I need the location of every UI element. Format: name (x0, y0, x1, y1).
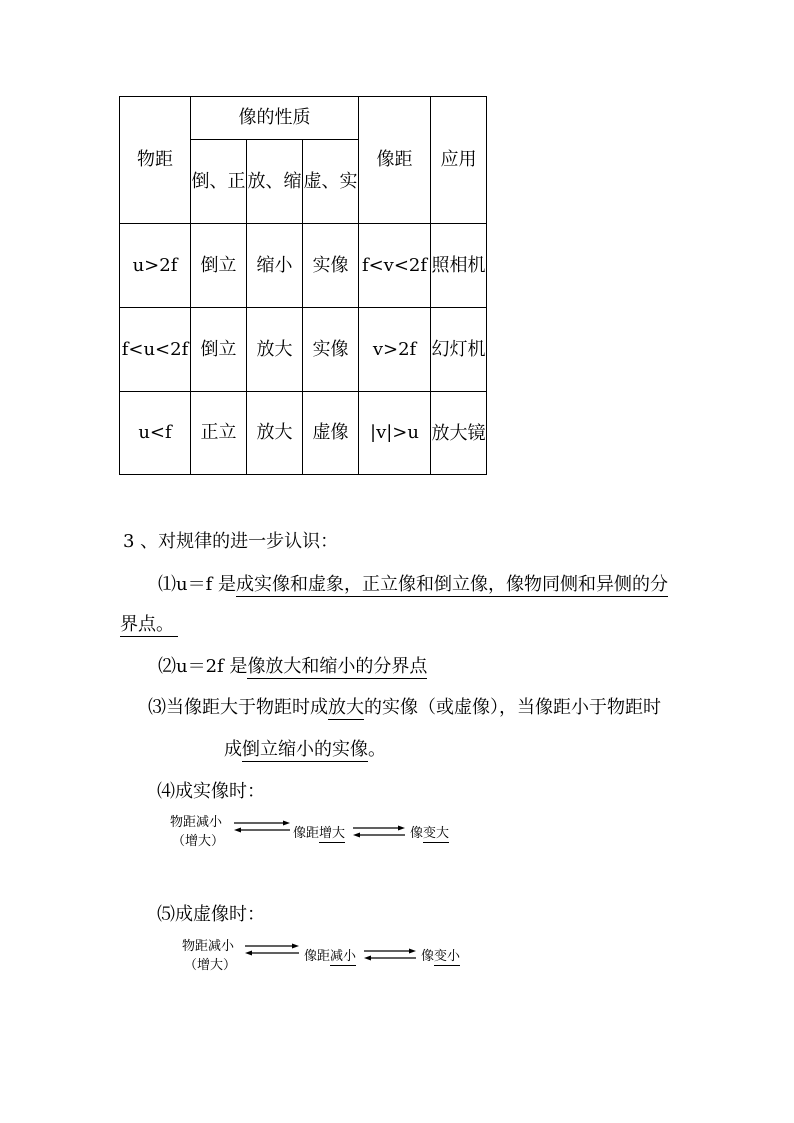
cell-orientation: 正立 (191, 392, 247, 475)
real-obj-label-2: （增大） (172, 834, 225, 849)
cell-application: 放大镜 (431, 392, 487, 475)
header-object-distance: 物距 (120, 97, 191, 224)
cell-u: u<f (120, 392, 191, 475)
virtual-image-size (421, 945, 460, 964)
rule-3-prefix: ⑶当像距大于物距时成 (148, 697, 328, 718)
virtual-image-distance (304, 945, 356, 964)
cell-orientation: 倒立 (191, 308, 247, 392)
cell-application: 幻灯机 (431, 308, 487, 392)
table-row (120, 308, 487, 392)
real-img-underlined: 变大 (423, 826, 450, 841)
header-application: 应用 (431, 97, 487, 224)
cell-orientation: 倒立 (191, 224, 247, 308)
cell-type: 实像 (303, 308, 359, 392)
cell-u: f<u<2f (120, 308, 191, 392)
table-row (120, 224, 487, 308)
real-obj-label-1: 物距减小 (170, 815, 223, 830)
virtual-img-prefix: 像 (421, 949, 435, 964)
header-image-distance: 像距 (359, 97, 431, 224)
cell-v: |v|>u (359, 392, 431, 475)
rule-3-underlined-1: 放大 (328, 697, 364, 718)
header-inverted-upright: 倒、正 (191, 140, 247, 224)
section-heading: 3 、对规律的进一步认识： (123, 531, 339, 552)
virtual-img-underlined: 变小 (434, 949, 461, 964)
real-arrows-2-icon (353, 825, 405, 839)
rule-3-line2-prefix: 成 (224, 739, 242, 760)
rule-3-underlined-2: 倒立缩小的实像 (242, 739, 368, 760)
virtual-dist-underlined: 减小 (330, 949, 357, 964)
real-dist-prefix: 像距 (293, 826, 320, 841)
virtual-obj-label-1: 物距减小 (182, 939, 235, 954)
rule-3-mid: 的实像（或虚像），当像距小于物距时 (364, 697, 661, 718)
cell-application: 照相机 (431, 224, 487, 308)
rule-1-prefix: ⑴u＝f 是 (158, 574, 236, 595)
real-image-size (410, 822, 449, 841)
rule-2-underlined: 像放大和缩小的分界点 (247, 656, 428, 677)
rule-1-underlined-a: 成实像和虚象，正立像和倒立像，像物同侧和异侧的分 (235, 574, 668, 595)
table-row (120, 392, 487, 475)
rule-1-underlined-b: 界点。 (120, 614, 178, 637)
cell-v: v>2f (359, 308, 431, 392)
header-image-nature: 像的性质 (191, 97, 359, 140)
rule-1-line-1 (158, 570, 668, 596)
cell-size: 放大 (247, 308, 303, 392)
cell-size: 缩小 (247, 224, 303, 308)
rule-4: ⑷成实像时： (157, 781, 265, 802)
real-dist-underlined: 增大 (319, 826, 346, 841)
virtual-arrows-1-icon (245, 943, 299, 957)
cell-u: u>2f (120, 224, 191, 308)
real-img-prefix: 像 (410, 826, 424, 841)
virtual-dist-prefix: 像距 (304, 949, 331, 964)
real-image-distance (293, 822, 345, 841)
rule-3-end: 。 (368, 739, 386, 760)
real-arrows-1-icon (234, 820, 290, 834)
rule-2 (158, 652, 427, 678)
virtual-arrows-2-icon (364, 948, 416, 962)
header-magnified-reduced: 放、缩 (247, 140, 303, 224)
header-virtual-real: 虚、实 (303, 140, 359, 224)
virtual-obj-label-2: （增大） (184, 958, 237, 973)
cell-v: f<v<2f (359, 224, 431, 308)
rule-3-line-1 (148, 693, 661, 719)
cell-type: 虚像 (303, 392, 359, 475)
rule-5: ⑸成虚像时： (157, 904, 265, 925)
rule-1-line-2 (120, 610, 178, 636)
rule-3-line-2 (224, 735, 386, 761)
rule-2-prefix: ⑵u＝2f 是 (158, 656, 248, 677)
cell-size: 放大 (247, 392, 303, 475)
cell-type: 实像 (303, 224, 359, 308)
lens-imaging-table (119, 96, 487, 475)
